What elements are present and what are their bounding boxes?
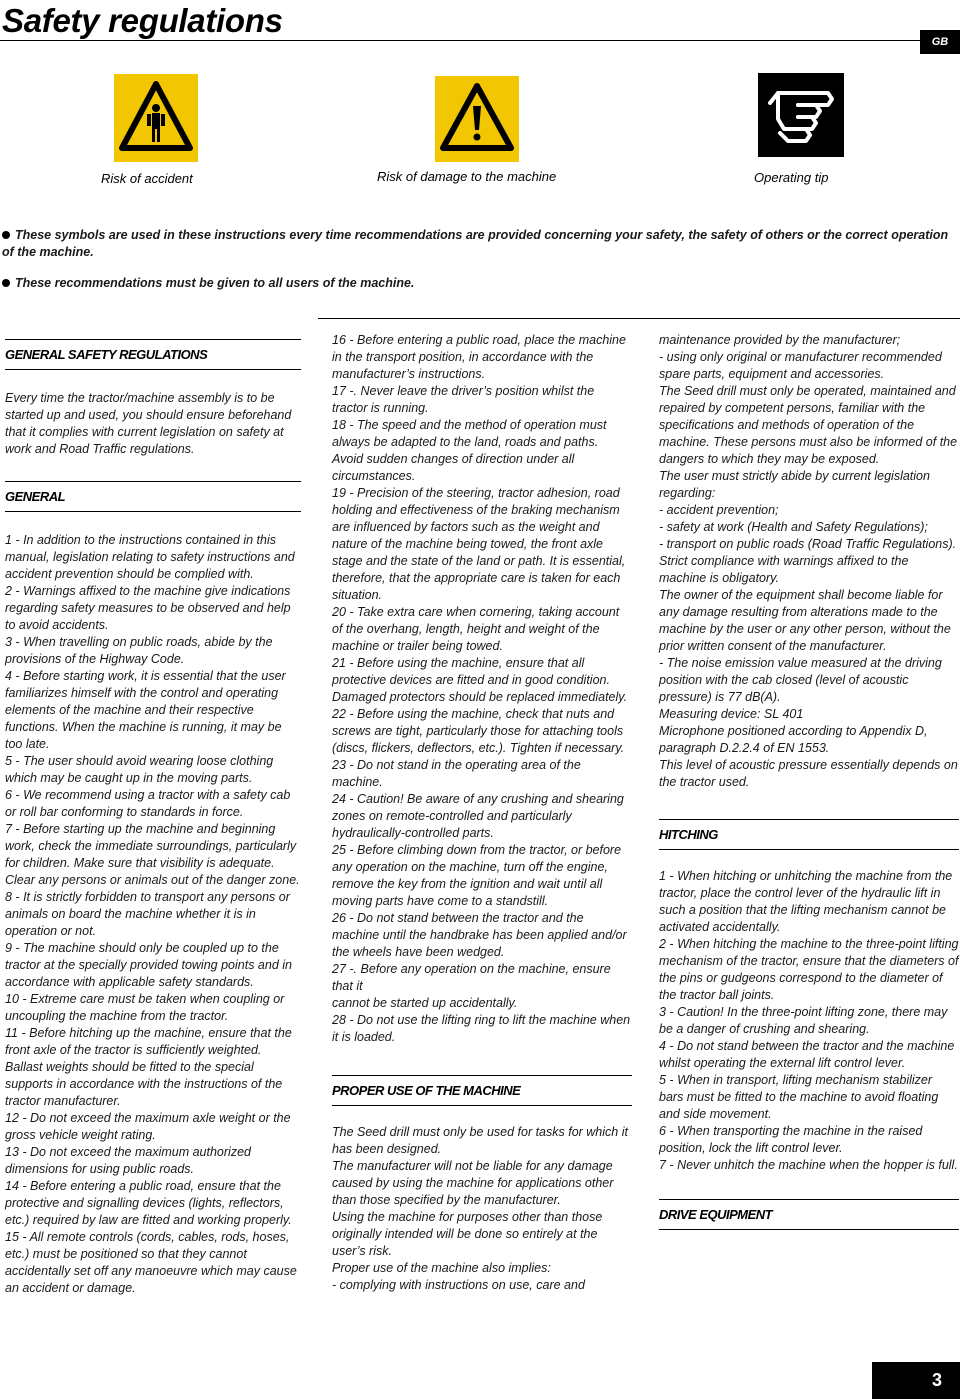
item-number: 23 - (332, 758, 354, 772)
column-3 (659, 332, 959, 1230)
item-number: 2 - (5, 584, 20, 598)
column-1 (5, 339, 301, 1297)
paragraph: The manufacturer will not be liable for any damage caused by using the machine for applications other than those specified by the manufacturer. (332, 1159, 614, 1207)
general-safety-text: Every time the tractor/machine assembly is to be started up and used, you should ensure beforehand that it complies with current legislation on safety at work and Road Traffic regulations. (5, 391, 292, 456)
item-number: 5 - (659, 1073, 674, 1087)
item-text: When in transport, lifting mechanism stabilizer bars must be fitted to the machine to avoid floating and side movement. (659, 1073, 939, 1121)
item-number: 16 - (332, 333, 354, 347)
heading-rule-top (659, 1199, 959, 1200)
list-item (332, 417, 632, 485)
paragraph: Strict compliance with warnings affixed to the machine is obligatory. (659, 554, 909, 585)
item-number: 12 - (5, 1111, 27, 1125)
paragraph: Proper use of the machine also implies: (332, 1261, 551, 1275)
list-item (332, 791, 632, 842)
item-number: 28 - (332, 1013, 354, 1027)
list-item (332, 910, 632, 961)
list-item (659, 936, 959, 1004)
paragraph: - accident prevention; (659, 503, 779, 517)
list-item (659, 868, 959, 936)
list-item (332, 485, 632, 604)
paragraph: - safety at work (Health and Safety Regulations); (659, 520, 928, 534)
item-number: 22 - (332, 707, 354, 721)
column-top-rule (318, 318, 960, 319)
item-number: 13 - (5, 1145, 27, 1159)
list-item (332, 706, 632, 757)
paragraph: Microphone positioned according to Appendix D, paragraph D.2.2.4 of EN 1553. (659, 724, 928, 755)
proper-use-heading: PROPER USE OF THE MACHINE (332, 1083, 521, 1098)
item-number: 6 - (5, 788, 20, 802)
list-item (5, 583, 301, 634)
risk-damage-caption: Risk of damage to the machine (377, 169, 557, 184)
list-item (659, 1123, 959, 1157)
intro-paragraph-1 (2, 227, 952, 261)
item-text: Take extra care when cornering, taking account of the overhang, length, height and weight of the machine or trailer being towed. (332, 605, 620, 653)
item-text: Extreme care must be taken when coupling or uncoupling the machine from the tractor. (5, 992, 285, 1023)
heading-rule-bottom (332, 1105, 632, 1106)
bullet-icon (2, 231, 10, 239)
list-item (5, 787, 301, 821)
heading-rule-bottom (659, 849, 959, 850)
heading-rule-top (5, 339, 301, 340)
item-text: Before using the machine, ensure that all protective devices are fitted and in good condition. Damaged protectors should be replaced immediately. (332, 656, 628, 704)
hitching-heading: HITCHING (659, 827, 718, 842)
title-band (0, 0, 960, 39)
item-number: 7 - (5, 822, 20, 836)
drive-equipment-heading: DRIVE EQUIPMENT (659, 1207, 773, 1222)
list-item (332, 757, 632, 791)
intro-text-2: These recommendations must be given to all users of the machine. (15, 276, 415, 290)
list-item (5, 821, 301, 889)
proper-use-text (332, 1124, 632, 1294)
language-badge: GB (920, 30, 960, 54)
list-item (332, 604, 632, 655)
item-number: 11 - (5, 1026, 26, 1040)
paragraph: This level of acoustic pressure essentially depends on the tractor used. (659, 758, 958, 789)
heading-rule-top (659, 819, 959, 820)
item-number: 4 - (5, 669, 20, 683)
list-item (659, 1157, 959, 1174)
item-text: Before entering a public road, ensure that the protective and signalling devices (lights, reflectors, etc.) required by law are fitted and working properly. (5, 1179, 292, 1227)
paragraph: The user must strictly abide by current legislation regarding: (659, 469, 930, 500)
item-text: Before any operation on the machine, ensure that it cannot be started up accidentally. (332, 962, 611, 1010)
page-number: 3 (872, 1362, 960, 1399)
item-text: Do not use the lifting ring to lift the machine when it is loaded. (332, 1013, 631, 1044)
paragraph: - using only original or manufacturer recommended spare parts, equipment and accessories. (659, 350, 942, 381)
list-item (332, 332, 632, 383)
item-number: 26 - (332, 911, 354, 925)
hitching-list (659, 868, 959, 1174)
item-text: Do not exceed the maximum authorized dimensions for using public roads. (5, 1145, 251, 1176)
item-number: 14 - (5, 1179, 27, 1193)
list-item (5, 991, 301, 1025)
list-item (5, 753, 301, 787)
proper-use-section (332, 1075, 632, 1106)
item-text: Precision of the steering, tractor adhesion, road holding and effectiveness of the braking mechanism are influenced by factors such as the weight and nature of the machine being towed, the front axle stage and the state of the land or path. It is essential, therefore, that the appropriate care is taken for each situation. (332, 486, 626, 602)
title-rule (0, 40, 960, 41)
item-number: 9 - (5, 941, 20, 955)
column-2 (332, 332, 632, 1294)
paragraph: The Seed drill must only be used for tasks for which it has been designed. (332, 1125, 628, 1156)
item-number: 3 - (659, 1005, 674, 1019)
list-item (5, 1025, 301, 1110)
heading-rule-bottom (5, 369, 301, 370)
item-text: In addition to the instructions contained in this manual, legislation relating to safety instructions and accident prevention should be complied with. (5, 533, 295, 581)
item-text: When transporting the machine in the raised position, lock the lift control lever. (659, 1124, 923, 1155)
item-text: Before using the machine, check that nuts and screws are tight, particularly those for attaching tools (discs, flickers, deflectors, etc.). Tighten if necessary. (332, 707, 625, 755)
list-item (5, 1178, 301, 1229)
item-number: 3 - (5, 635, 20, 649)
paragraph: The Seed drill must only be operated, maintained and repaired by competent persons, familiar with the specifications and methods of operation of the machine. These persons must also be informed of the dangers to which they may be exposed. (659, 384, 958, 466)
list-item (659, 1038, 959, 1072)
list-item (332, 842, 632, 910)
pointing-hand-icon (758, 73, 844, 157)
list-item (659, 1072, 959, 1123)
paragraph: maintenance provided by the manufacturer; (659, 333, 901, 347)
worker-hazard-icon (114, 74, 198, 162)
paragraph: Measuring device: SL 401 (659, 707, 804, 721)
item-number: 27 -. (332, 962, 358, 976)
item-text: Before starting work, it is essential that the user familiarizes himself with the control and operating elements of the machine and their respective functions. When the machine is running, it may be too late. (5, 669, 286, 751)
paragraph: - The noise emission value measured at the driving position with the cab closed (level of acoustic pressure) is 77 dB(A). (659, 656, 942, 704)
item-number: 6 - (659, 1124, 674, 1138)
item-text: The machine should only be coupled up to the tractor at the specially provided towing points and in accordance with applicable safety standards. (5, 941, 292, 989)
item-number: 19 - (332, 486, 354, 500)
item-text: Never unhitch the machine when the hopper is full. (677, 1158, 958, 1172)
list-item (332, 961, 632, 1012)
item-number: 25 - (332, 843, 354, 857)
hitching-section (659, 819, 959, 850)
item-number: 2 - (659, 937, 674, 951)
list-item (5, 1144, 301, 1178)
item-text: Before starting up the machine and beginning work, check the immediate surroundings, particularly for children. Make sure that visibility is adequate. Clear any persons or animals out of the danger zone. (5, 822, 300, 887)
item-text: Before entering a public road, place the machine in the transport position, in accordance with the manufacturer’s instructions. (332, 333, 626, 381)
general-list-continued (332, 332, 632, 1046)
item-number: 7 - (659, 1158, 674, 1172)
general-safety-heading: GENERAL SAFETY REGULATIONS (5, 347, 208, 362)
intro-text-1: These symbols are used in these instructions every time recommendations are provided concerning your safety, the safety of others or the correct operation of the machine. (2, 228, 949, 259)
item-number: 17 -. (332, 384, 358, 398)
item-number: 21 - (332, 656, 354, 670)
list-item (5, 668, 301, 753)
list-item (5, 889, 301, 940)
item-text: Caution! Be aware of any crushing and shearing zones on remote-controlled and particularly hydraulically-controlled parts. (332, 792, 624, 840)
item-text: The speed and the method of operation must always be adapted to the land, roads and paths. Avoid sudden changes of direction under all circumstances. (332, 418, 607, 483)
paragraph: - transport on public roads (Road Traffic Regulations). (659, 537, 957, 551)
risk-accident-caption: Risk of accident (101, 171, 193, 186)
item-text: When hitching the machine to the three-point lifting mechanism of the tractor, ensure that the diameters of the pins or gudgeons correspond to the diameter of the tractor ball joints. (659, 937, 959, 1002)
general-section (5, 481, 301, 512)
item-text: Do not stand between the tractor and the machine whilst operating the external lift control lever. (659, 1039, 955, 1070)
list-item (332, 1012, 632, 1046)
proper-use-continued (659, 332, 959, 791)
list-item (5, 634, 301, 668)
intro-paragraph-2 (2, 275, 952, 292)
paragraph: - complying with instructions on use, care and (332, 1278, 585, 1292)
item-number: 20 - (332, 605, 354, 619)
item-text: When hitching or unhitching the machine from the tractor, place the control lever of the hydraulic lift in such a position that the lifting mechanism cannot be activated accidentally. (659, 869, 953, 934)
heading-rule-top (332, 1075, 632, 1076)
heading-rule-bottom (5, 511, 301, 512)
item-number: 1 - (659, 869, 674, 883)
bullet-icon (2, 279, 10, 287)
item-number: 8 - (5, 890, 20, 904)
list-item (332, 655, 632, 706)
operating-tip-caption: Operating tip (754, 170, 829, 185)
list-item (5, 940, 301, 991)
item-number: 4 - (659, 1039, 674, 1053)
item-text: We recommend using a tractor with a safety cab or roll bar conforming to standards in force. (5, 788, 291, 819)
item-text: Caution! In the three-point lifting zone, there may be a danger of crushing and shearing. (659, 1005, 948, 1036)
list-item (5, 1229, 301, 1297)
page-title: Safety regulations (2, 2, 283, 39)
item-number: 5 - (5, 754, 20, 768)
item-text: Do not stand in the operating area of the machine. (332, 758, 581, 789)
item-text: The user should avoid wearing loose clothing which may be caught up in the moving parts. (5, 754, 274, 785)
list-item (659, 1004, 959, 1038)
heading-rule-top (5, 481, 301, 482)
item-text: Warnings affixed to the machine give indications regarding safety measures to be observed and help to avoid accidents. (5, 584, 291, 632)
exclamation-warning-icon (435, 76, 519, 162)
item-number: 10 - (5, 992, 27, 1006)
paragraph: The owner of the equipment shall become liable for any damage resulting from alterations made to the machine by the user or any other person, without the prior written consent of the manufacturer. (659, 588, 951, 653)
drive-equipment-section (659, 1199, 959, 1230)
list-item (5, 532, 301, 583)
general-list (5, 532, 301, 1297)
item-text: It is strictly forbidden to transport any persons or animals on board the machine whether it is in operation or not. (5, 890, 290, 938)
item-number: 24 - (332, 792, 354, 806)
item-text: All remote controls (cords, cables, rods, hoses, etc.) must be positioned so that they cannot accidentally set off any manoeuvre which may cause an accident or damage. (5, 1230, 297, 1295)
item-number: 1 - (5, 533, 20, 547)
item-text: Do not exceed the maximum axle weight or the gross vehicle weight rating. (5, 1111, 291, 1142)
paragraph: Using the machine for purposes other than those originally intended will be done so entirely at the user’s risk. (332, 1210, 603, 1258)
item-number: 15 - (5, 1230, 27, 1244)
general-heading: GENERAL (5, 489, 66, 504)
item-text: Never leave the driver’s position whilst the tractor is running. (332, 384, 595, 415)
heading-rule-bottom (659, 1229, 959, 1230)
item-number: 18 - (332, 418, 354, 432)
item-text: When travelling on public roads, abide by the provisions of the Highway Code. (5, 635, 273, 666)
general-safety-section (5, 339, 301, 370)
list-item (5, 1110, 301, 1144)
list-item (332, 383, 632, 417)
item-text: Before climbing down from the tractor, or before any operation on the machine, turn off the engine, remove the key from the ignition and wait until all moving parts have come to a standstill. (332, 843, 622, 908)
item-text: Before hitching up the machine, ensure that the front axle of the tractor is sufficiently weighted. Ballast weights should be fitted to the special supports in accordance with the instructions of the tractor manufacturer. (5, 1026, 292, 1108)
item-text: Do not stand between the tractor and the machine until the handbrake has been applied and/or the wheels have been wedged. (332, 911, 627, 959)
